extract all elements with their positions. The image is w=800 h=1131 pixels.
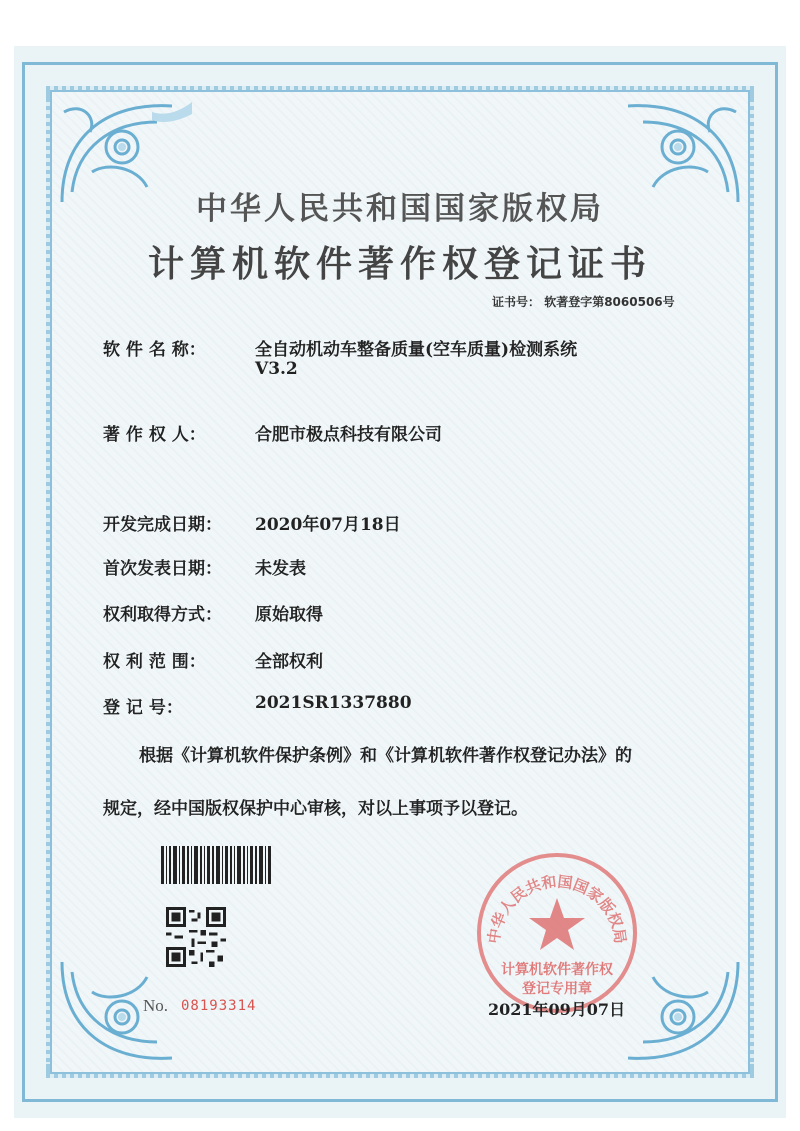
field-acquisition-method [103, 600, 323, 625]
serial-number-label: No. [143, 996, 169, 1015]
field-copyright-owner [103, 420, 442, 445]
field-value: 全自动机动车整备质量(空车质量)检测系统 [255, 340, 578, 360]
field-value: 2020年07月18日 [255, 515, 401, 535]
field-value-version: V3.2 [255, 359, 298, 379]
field-first-publication [103, 554, 306, 579]
qr-code-image [166, 907, 226, 967]
field-value: 未发表 [255, 559, 306, 579]
field-label: 权利取得方式： [103, 605, 222, 625]
field-rights-scope [103, 647, 323, 672]
issue-date: 2021年09月07日 [488, 1000, 626, 1019]
statement-line: 根据《计算机软件保护条例》和《计算机软件著作权登记办法》的 [139, 746, 632, 766]
field-label: 软 件 名 称： [103, 340, 206, 360]
certificate-number-value: 软著登字第8060506号 [544, 295, 675, 309]
field-software-name [103, 335, 578, 379]
field-completion-date [103, 510, 401, 535]
certificate-number [492, 293, 675, 310]
issuer-title: 中华人民共和国国家版权局 [196, 191, 604, 227]
barcode-image [161, 846, 271, 884]
certificate-title: 计算机软件著作权登记证书 [147, 243, 652, 285]
field-label: 开发完成日期： [103, 515, 222, 535]
field-label: 权 利 范 围： [103, 652, 206, 672]
field-label: 著 作 权 人： [103, 425, 206, 445]
registration-statement [103, 730, 723, 836]
field-label: 首次发表日期： [103, 559, 222, 579]
field-value: 合肥市极点科技有限公司 [255, 425, 442, 445]
field-value: 2021SR1337880 [255, 693, 412, 713]
certificate-number-label: 证书号： [492, 295, 541, 309]
seal-outer-text: 中华人民共和国国家版权局 [484, 872, 630, 945]
statement-line: 规定，经中国版权保护中心审核，对以上事项予以登记。 [103, 799, 528, 819]
seal-inner-line2: 登记专用章 [522, 981, 592, 997]
field-value: 原始取得 [255, 605, 323, 625]
serial-number-value: 08193314 [181, 998, 257, 1014]
field-value: 全部权利 [255, 652, 323, 672]
seal-star-icon [529, 898, 585, 950]
field-registration-number [103, 693, 412, 718]
official-seal [474, 850, 640, 1016]
field-label: 登 记 号： [103, 698, 183, 718]
seal-inner-line1: 计算机软件著作权 [501, 962, 613, 978]
